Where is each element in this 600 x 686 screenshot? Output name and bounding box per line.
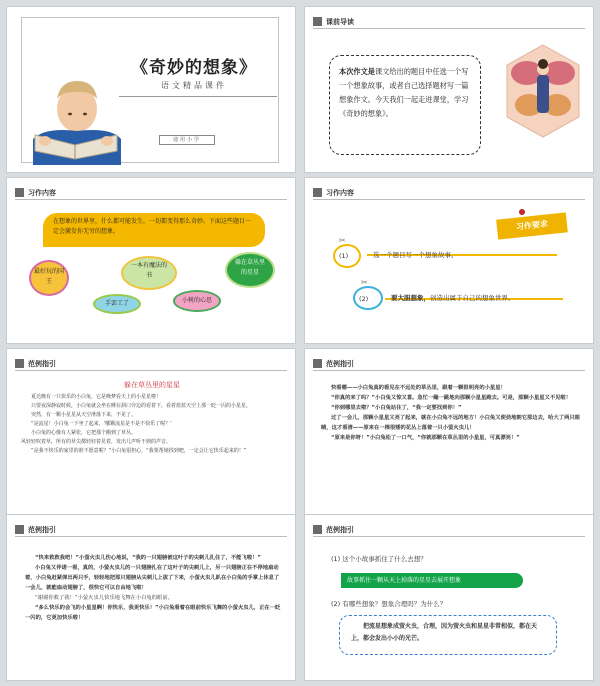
slide-header: 习作内容 [313, 187, 354, 198]
rabbit-2-icon: ✂ [361, 278, 368, 287]
topic-label-4: 手罢工了 [104, 300, 129, 307]
story-body: “快来救救我吧！”小萤火虫儿伤心地说，“我的一只翅膀被这叶子的尖刺儿扎住了，不能飞啦！” 小白兔又伴诺一看，真的，小萤火虫儿的一只翅膀扎在了这叶子的尖刺儿上，另一只翅膀正在不停地扇动着，小白兔赶紧弹出两只手，轻轻地把那只翅膀从尖刺儿上拔了下来，小萤火虫儿趴在小白兔的手掌上休息了一会儿，就能扇动翅膀了，很快它可以自由地飞啦！ “谢谢你救了我！”小萤火虫儿快乐地飞舞在小白兔的眼前。 “多么快乐的会飞的小星星啊！你快乐，我更快乐！”小白兔看着在眼前快乐飞舞的小萤火虫儿，正在一眨一闪的，它更加快乐啦！ [25, 555, 281, 621]
pin-icon [519, 209, 525, 215]
slide-header: 范例指引 [15, 358, 56, 369]
cover-title: 《奇妙的想象》 [131, 58, 257, 78]
slide-cover[interactable] [6, 6, 296, 173]
topic-label-3: 躲在草丛里的星星 [234, 259, 265, 276]
slide-header: 范例指引 [15, 524, 56, 535]
slide-header: 习作内容 [15, 187, 56, 198]
rabbit-1-icon: ✂ [339, 236, 346, 245]
topic-label-5: 小树的心思 [181, 297, 212, 304]
slide-analysis[interactable] [304, 514, 594, 681]
slide-intro[interactable] [304, 6, 594, 173]
slide-example-1[interactable] [6, 348, 296, 515]
cover-subtitle: 语文精品课件 [161, 81, 227, 90]
topic-label-1: 最好玩的国王 [33, 268, 64, 285]
header-rule [313, 370, 585, 371]
slide-header: 范例指引 [313, 524, 354, 535]
requirement-1-num: (1) [339, 252, 349, 260]
header-rule [313, 536, 585, 537]
header-rule [15, 536, 287, 537]
requirement-2-text: 要大胆想象，创造出属于自己的想象世界。 [391, 294, 515, 302]
cover-divider [119, 96, 277, 97]
answer-1: 故事抓住一颗从天上掉落的星星去展开想象 [347, 577, 462, 584]
topic-label-2: 一本有魔法的书 [130, 262, 167, 279]
header-rule [15, 199, 287, 200]
slide-example-2[interactable] [304, 348, 594, 515]
slide-content[interactable] [6, 177, 296, 344]
story-body: 快看哪——小白兔真的看见在不远处的草丛里，跟着一颗很明亮的小星星！ “你真的来了吗？”小白兔又惊又喜。急忙一蹦一跳地向那颗小星星跑去。可是，那颗小星星又不见啦！ “你到哪里去啦？”小白兔站住了，“我一定要找到你！” 过了一会儿，那颗小星星又亮了起来，就在小白兔不远的地方！小白兔又使劲地朝它那边去，哈大了两只眼睛，这才看清——原来在一棵很矮的花丛上落着一只小萤火虫儿！ “原来是你呀！”小白兔松了一口气，“你就那颗在草丛里的小星星，可真漂亮！” [321, 385, 580, 441]
question-2: (2) 有哪些想象？想象合理吗？为什么？ [331, 600, 447, 608]
slide-example-3[interactable] [6, 514, 296, 681]
fairy-illustration [503, 43, 583, 139]
school-label: 通用小学 [159, 135, 215, 145]
header-rule [313, 199, 585, 200]
slide-requirements[interactable] [304, 177, 594, 344]
requirement-1-text: 选一个题目写一个想象故事。 [373, 251, 458, 259]
intro-text: 本次作文是课文给出的题目中任选一个写一个想象故事，或者自己选择题材写一篇想象作文。今天我们一起走进课堂，学习《奇妙的想象》。 [339, 67, 469, 118]
requirement-2-num: (2) [359, 295, 369, 303]
slide-header: 课前导读 [313, 16, 354, 27]
story-body: 夏达晚有一只快乐的小白兔，它是晚梦看天上的小星星啦！ 只要夜深静寂时候，小白兔就会坐在睡在洞口旁边的看着下，看着蓝蓝天空上那一眨一闪的小星星。 突然，有一颗小星星从天空滑落下来，不见了。 “是流星！小白兔一下坐了起来，‘哪颗流星是不是不快乐了呢？’ 小白兔的心像有人紧张，它把那个搬到了草丛。 风轻轻吹着草，所有的草尖都轻轻着晃着，发出几声听不到的声音。 “是我不快乐的家里的谁不愿意呢？”小白兔很担心，“我要帮她找到吧，一定会让它快乐起来的！” [21, 394, 252, 454]
requirements-tag: 习作要求 [496, 212, 568, 239]
story-title: 躲在草丛里的星星 [124, 381, 180, 389]
header-rule [15, 370, 287, 371]
question-1: (1) 这个小故事抓住了什么去想？ [331, 555, 427, 563]
slide-header: 范例指引 [313, 358, 354, 369]
prompt-banner: 在想象的世界里，什么都可能发生，一切都变得那么奇妙。下面这些题目一定会激发你无穷的想象。 [43, 213, 265, 247]
header-rule [313, 28, 585, 29]
answer-2: 把流星想象成萤火虫，合理，因为萤火虫和星星非常相似，都在天上，都会发出小小的光芒。 [351, 623, 538, 642]
